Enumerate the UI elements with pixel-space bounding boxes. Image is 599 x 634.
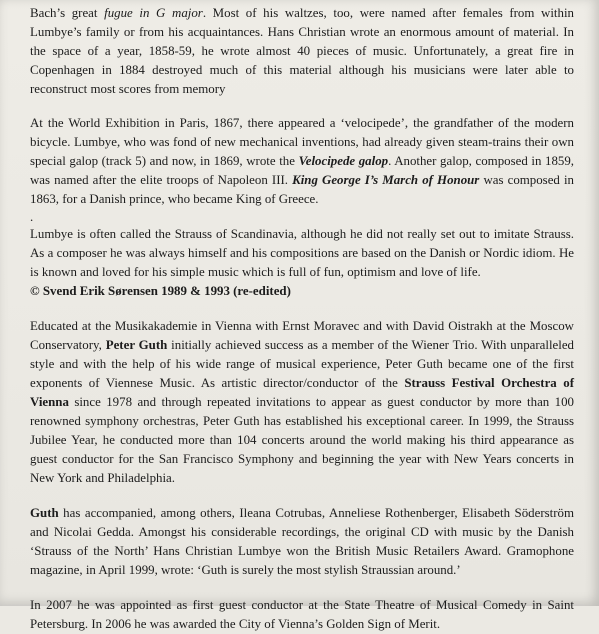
text-run: Bach’s great — [30, 6, 105, 20]
paragraph-lumbye-works — [30, 4, 574, 99]
stray-dot: . — [30, 210, 34, 224]
text-run: . Most of his waltzes, too, were named after females from within Lumbye’s family or from his acquaintances. Hans Christian wrote an enormous amount of material. In the space of a year, 1858-59, he wrote almost 40 pieces of music. Unfortunately, a great fire in Copenhagen in 1884 destroyed much of this material although his musicians were later able to reconstruct most scores from memory — [30, 6, 574, 96]
bold-name: Guth — [30, 506, 59, 520]
paragraph-strauss-of-scandinavia — [30, 225, 574, 301]
paragraph-guth-appointment — [30, 596, 574, 634]
bold-orchestra-name: Strauss Festival Orchestra of Vienna — [30, 376, 574, 409]
text-run: Lumbye is often called the Strauss of Scandinavia, although he did not really set out to imitate Strauss. As a composer he was always himself and his compositions are based on the Danish or Nordic idiom. He is known and loved for his simple music which is full of fun, optimism and love of life. — [30, 227, 574, 279]
copyright-line: © Svend Erik Sørensen 1989 & 1993 (re-edited) — [30, 284, 291, 298]
text-run: In 2007 he was appointed as first guest conductor at the State Theatre of Musical Comedy in Saint Petersburg. In 2006 he was awarded the City of Vienna’s Golden Sign of Merit. — [30, 598, 574, 631]
bold-italic-title: Velocipede galop — [298, 154, 389, 168]
bold-italic-title: King George I’s March of Honour — [292, 173, 480, 187]
text-run: was composed in 1863, for a Danish prince, who became King of Greece. — [30, 173, 574, 206]
paragraph-peter-guth-bio — [30, 317, 574, 488]
text-run: At the World Exhibition in Paris, 1867, there appeared a ‘velocipede’, the grandfather of the modern bicycle. Lumbye, who was fond of new mechanical inventions, had already given steam-trains their own special galop (track 5) and now, in 1869, wrote the — [30, 116, 574, 168]
text-run: since 1978 and through repeated invitations to appear as guest conductor by more than 100 renowned symphony orchestras, Peter Guth has established his exceptional career. In 1999, the Strauss Jubilee Year, he conducted more than 104 concerts around the world making his third appearance as guest conductor for the San Francisco Symphony and beginning the year with New Years concerts in New York and Philadelphia. — [30, 395, 574, 485]
paragraph-guth-recordings — [30, 504, 574, 580]
paragraph-velocipede — [30, 114, 574, 209]
text-run: has accompanied, among others, Ileana Cotrubas, Anneliese Rothenberger, Elisabeth Söderström and Nicolai Gedda. Amongst his considerable recordings, the original CD with music by the Danish ‘Strauss of the North’ Hans Christian Lumbye won the British Music Retailers Award. Gramophone magazine, in April 1999, wrote: ‘Guth is surely the most stylish Straussian around.’ — [30, 506, 574, 577]
bold-name: Peter Guth — [105, 338, 168, 352]
italic-title: fugue in G major — [104, 6, 203, 20]
booklet-text — [30, 4, 574, 634]
text-run: Educated at the Musikakademie in Vienna with Ernst Moravec and with David Oistrakh at the Moscow Conservatory, — [30, 319, 574, 352]
text-run: initially achieved success as a member of the Wiener Trio. With unparalleled style and with the help of his wide range of musical experience, Peter Guth became one of the first exponents of Viennese Music. As artistic director/conductor of the — [30, 338, 575, 390]
text-run: . Another galop, composed in 1859, was named after the elite troops of Napoleon III. — [30, 154, 575, 187]
